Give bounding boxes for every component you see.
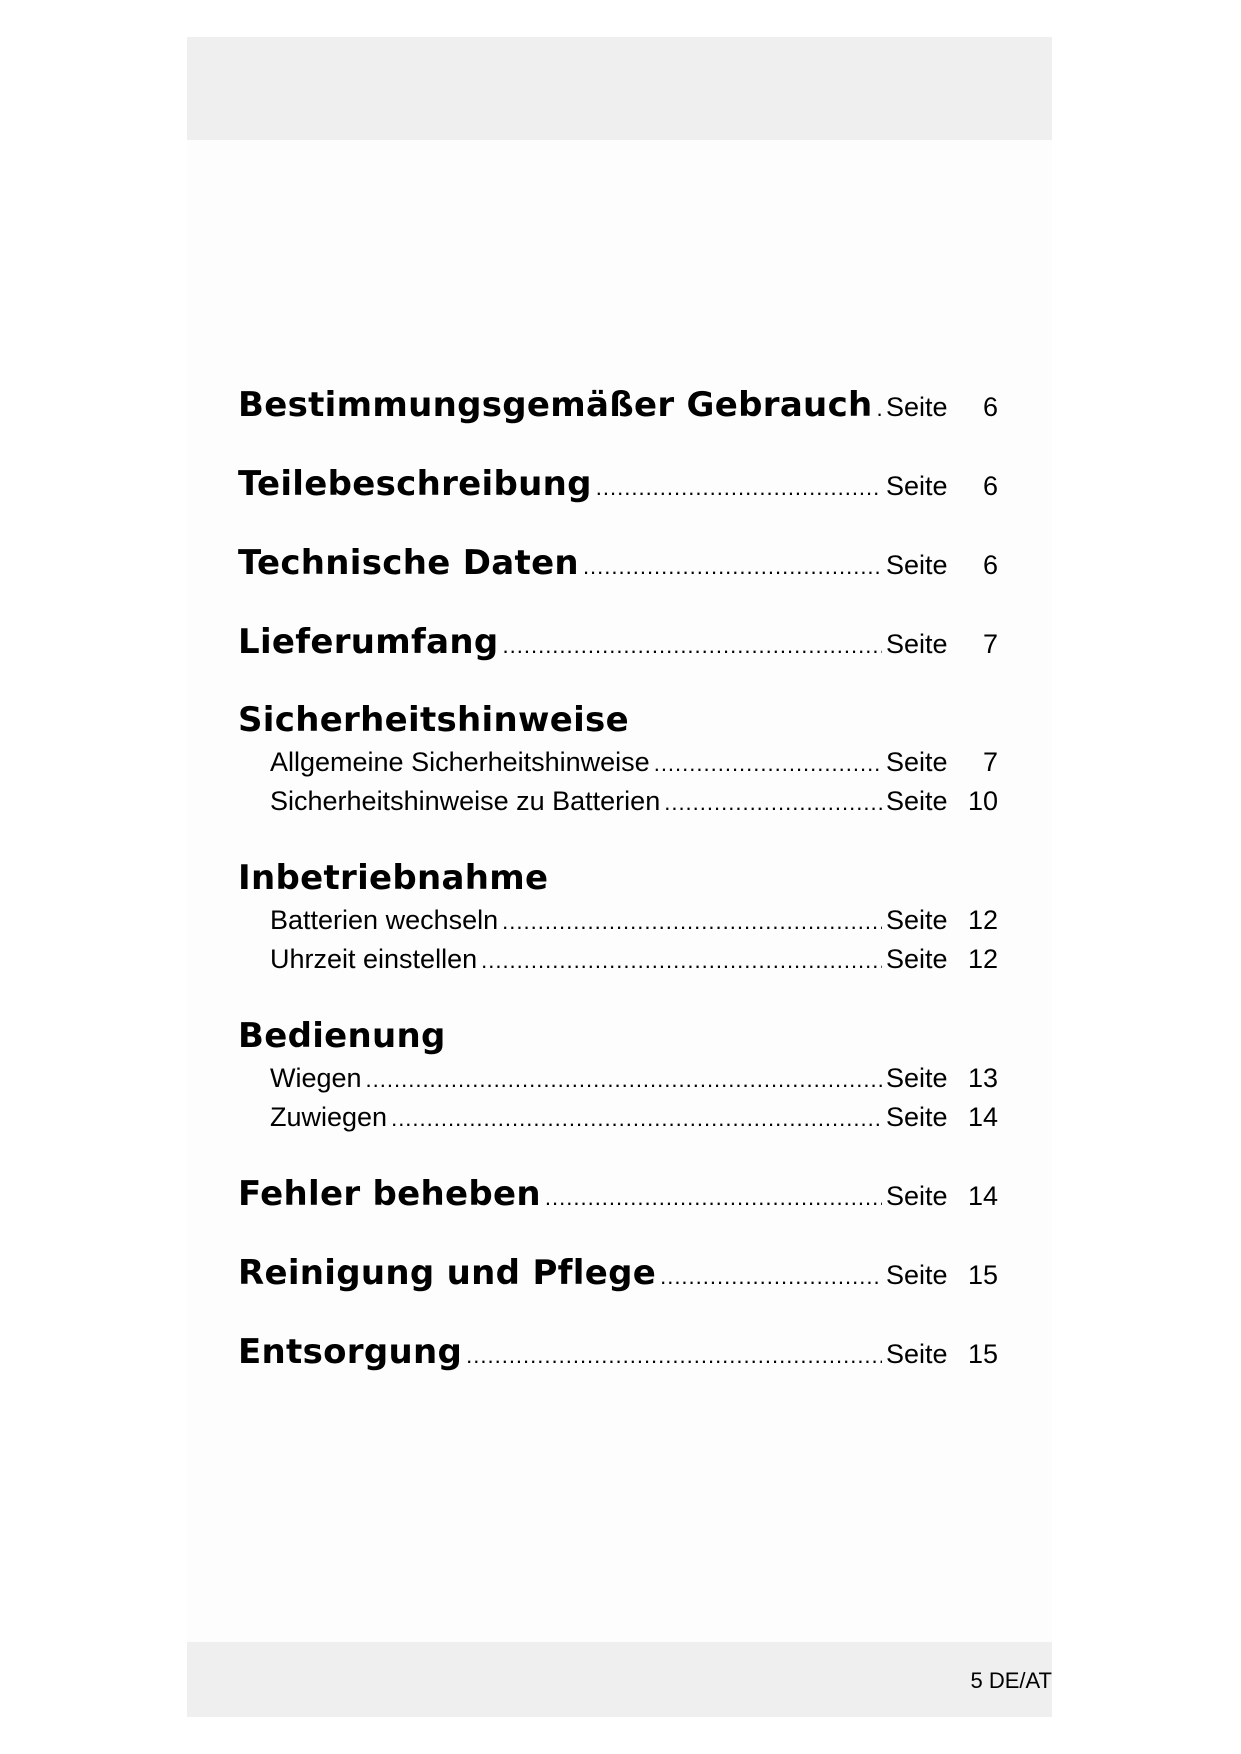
- dot-leader: [503, 623, 882, 669]
- toc-subentry[interactable]: [270, 1099, 998, 1135]
- dot-leader: [391, 1101, 882, 1137]
- page-number: 5 DE/AT: [970, 1668, 1052, 1693]
- toc-subentry-title: Wiegen: [270, 1063, 362, 1093]
- dot-leader: [660, 1254, 882, 1300]
- seite-label: Seite: [886, 905, 948, 935]
- page-ref: 7: [982, 629, 998, 659]
- page-ref: 15: [967, 1339, 998, 1369]
- toc-entry[interactable]: [238, 382, 998, 428]
- dot-leader: [583, 544, 882, 590]
- seite-label: Seite: [886, 471, 948, 501]
- seite-label: Seite: [886, 747, 948, 777]
- toc-subentry-title: Allgemeine Sicherheitshinweise: [270, 747, 650, 777]
- footer-band: [187, 1642, 1052, 1717]
- page-ref: 12: [967, 944, 998, 974]
- toc-subentry[interactable]: [270, 902, 998, 938]
- section-heading: Sicherheitshinweise: [238, 700, 629, 740]
- section-heading: Inbetriebnahme: [238, 858, 549, 898]
- seite-label: Seite: [886, 392, 948, 422]
- toc-subentry[interactable]: [270, 1060, 998, 1096]
- toc-subentry-title: Zuwiegen: [270, 1102, 388, 1132]
- page-ref: 7: [982, 747, 998, 777]
- toc-entry[interactable]: [238, 1171, 998, 1217]
- toc-subentry[interactable]: [270, 941, 998, 977]
- toc-subentry-title: Sicherheitshinweise zu Batterien: [270, 786, 661, 816]
- seite-label: Seite: [886, 1260, 948, 1290]
- dot-leader: [877, 386, 882, 432]
- page-ref: 14: [967, 1102, 998, 1132]
- seite-label: Seite: [886, 944, 948, 974]
- dot-leader: [366, 1062, 882, 1098]
- dot-leader: [481, 943, 882, 979]
- page-ref: 14: [967, 1181, 998, 1211]
- toc-subentry-title: Uhrzeit einstellen: [270, 944, 478, 974]
- toc-entry[interactable]: [238, 540, 998, 586]
- toc-entry[interactable]: [238, 1250, 998, 1296]
- toc-subentry[interactable]: [270, 783, 998, 819]
- seite-label: Seite: [886, 1063, 948, 1093]
- table-of-contents: [238, 0, 998, 1400]
- section-heading: Bedienung: [238, 1016, 446, 1056]
- toc-entry-title: Lieferumfang: [238, 622, 499, 662]
- toc-subentry[interactable]: [270, 744, 998, 780]
- toc-entry[interactable]: [238, 619, 998, 665]
- toc-subentry-title: Batterien wechseln: [270, 905, 499, 935]
- dot-leader: [545, 1175, 882, 1221]
- seite-label: Seite: [886, 1102, 948, 1132]
- seite-label: Seite: [886, 786, 948, 816]
- dot-leader: [654, 746, 882, 782]
- page-ref: 6: [982, 471, 998, 501]
- page-ref: 10: [967, 786, 998, 816]
- page-ref: 6: [982, 550, 998, 580]
- toc-entry-title: Technische Daten: [238, 543, 579, 583]
- seite-label: Seite: [886, 550, 948, 580]
- toc-entry[interactable]: [238, 1329, 998, 1375]
- seite-label: Seite: [886, 1181, 948, 1211]
- toc-entry[interactable]: [238, 461, 998, 507]
- toc-entry-title: Fehler beheben: [238, 1174, 541, 1214]
- seite-label: Seite: [886, 1339, 948, 1369]
- toc-entry-title: Reinigung und Pflege: [238, 1253, 657, 1293]
- dot-leader: [664, 785, 882, 821]
- toc-entry-title: Teilebeschreibung: [238, 464, 592, 504]
- page-ref: 6: [982, 392, 998, 422]
- page-ref: 15: [967, 1260, 998, 1290]
- dot-leader: [466, 1333, 882, 1379]
- page-ref: 13: [967, 1063, 998, 1093]
- dot-leader: [502, 904, 882, 940]
- dot-leader: [596, 465, 882, 511]
- toc-entry-title: Bestimmungsgemäßer Gebrauch: [238, 385, 873, 425]
- page-ref: 12: [967, 905, 998, 935]
- seite-label: Seite: [886, 629, 948, 659]
- toc-entry-title: Entsorgung: [238, 1332, 463, 1372]
